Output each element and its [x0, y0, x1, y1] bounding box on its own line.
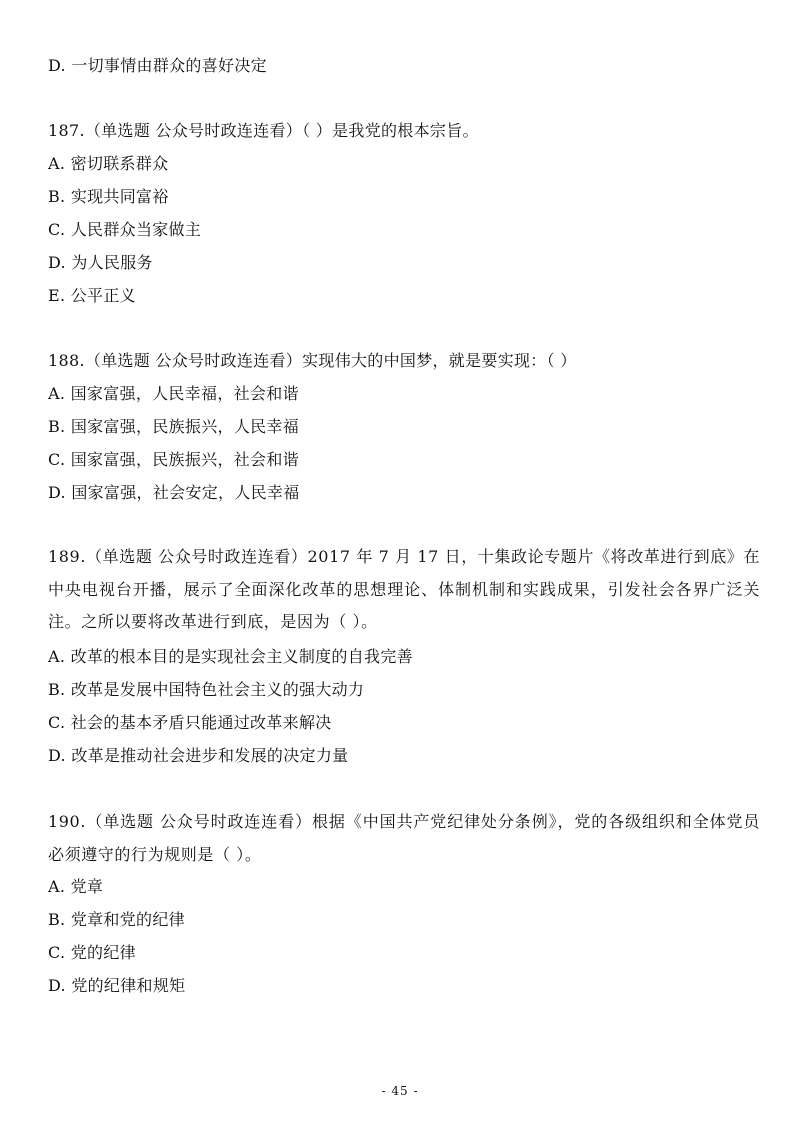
q187-option-b: B. 实现共同富裕	[48, 187, 169, 206]
q187-option-e: E. 公平正义	[48, 286, 136, 305]
page-number: - 45 -	[381, 1084, 419, 1098]
q189-option-a: A. 改革的根本目的是实现社会主义制度的自我完善	[48, 647, 413, 666]
q189-option-d: D. 改革是推动社会进步和发展的决定力量	[48, 746, 349, 765]
q188-option-b: B. 国家富强，民族振兴，人民幸福	[48, 417, 300, 436]
q190-option-a: A. 党章	[48, 877, 104, 896]
q187-option-a: A. 密切联系群众	[48, 154, 169, 173]
q190-option-d: D. 党的纪律和规矩	[48, 976, 186, 995]
q188-option-c: C. 国家富强，民族振兴，社会和谐	[48, 450, 299, 469]
q190-option-b: B. 党章和党的纪律	[48, 910, 185, 929]
q188-option-d: D. 国家富强，社会安定，人民幸福	[48, 483, 300, 502]
q188-stem: 188.（单选题 公众号时政连连看）实现伟大的中国梦，就是要实现：（ ）	[48, 351, 577, 370]
q187-option-d: D. 为人民服务	[48, 253, 153, 272]
q189-stem: 189.（单选题 公众号时政连连看）2017 年 7 月 17 日，十集政论专题片《将改革进行到底》在中央电视台开播，展示了全面深化改革的思想理论、体制机制和实践成果，引发社会各界广泛关注。之所以要将改革进行到底，是因为（ ）。	[48, 547, 760, 631]
q189-option-c: C. 社会的基本矛盾只能通过改革来解决	[48, 713, 332, 732]
q189-option-b: B. 改革是发展中国特色社会主义的强大动力	[48, 680, 365, 699]
q190-option-c: C. 党的纪律	[48, 943, 136, 962]
q187-stem: 187.（单选题 公众号时政连连看）（ ）是我党的根本宗旨。	[48, 121, 479, 140]
q190-stem: 190.（单选题 公众号时政连连看）根据《中国共产党纪律处分条例》，党的各级组织和全体党员必须遵守的行为规则是（ ）。	[48, 812, 760, 864]
q187-option-c: C. 人民群众当家做主	[48, 220, 202, 239]
q188-option-a: A. 国家富强，人民幸福，社会和谐	[48, 384, 299, 403]
q186-option-d: D. 一切事情由群众的喜好决定	[48, 56, 267, 75]
